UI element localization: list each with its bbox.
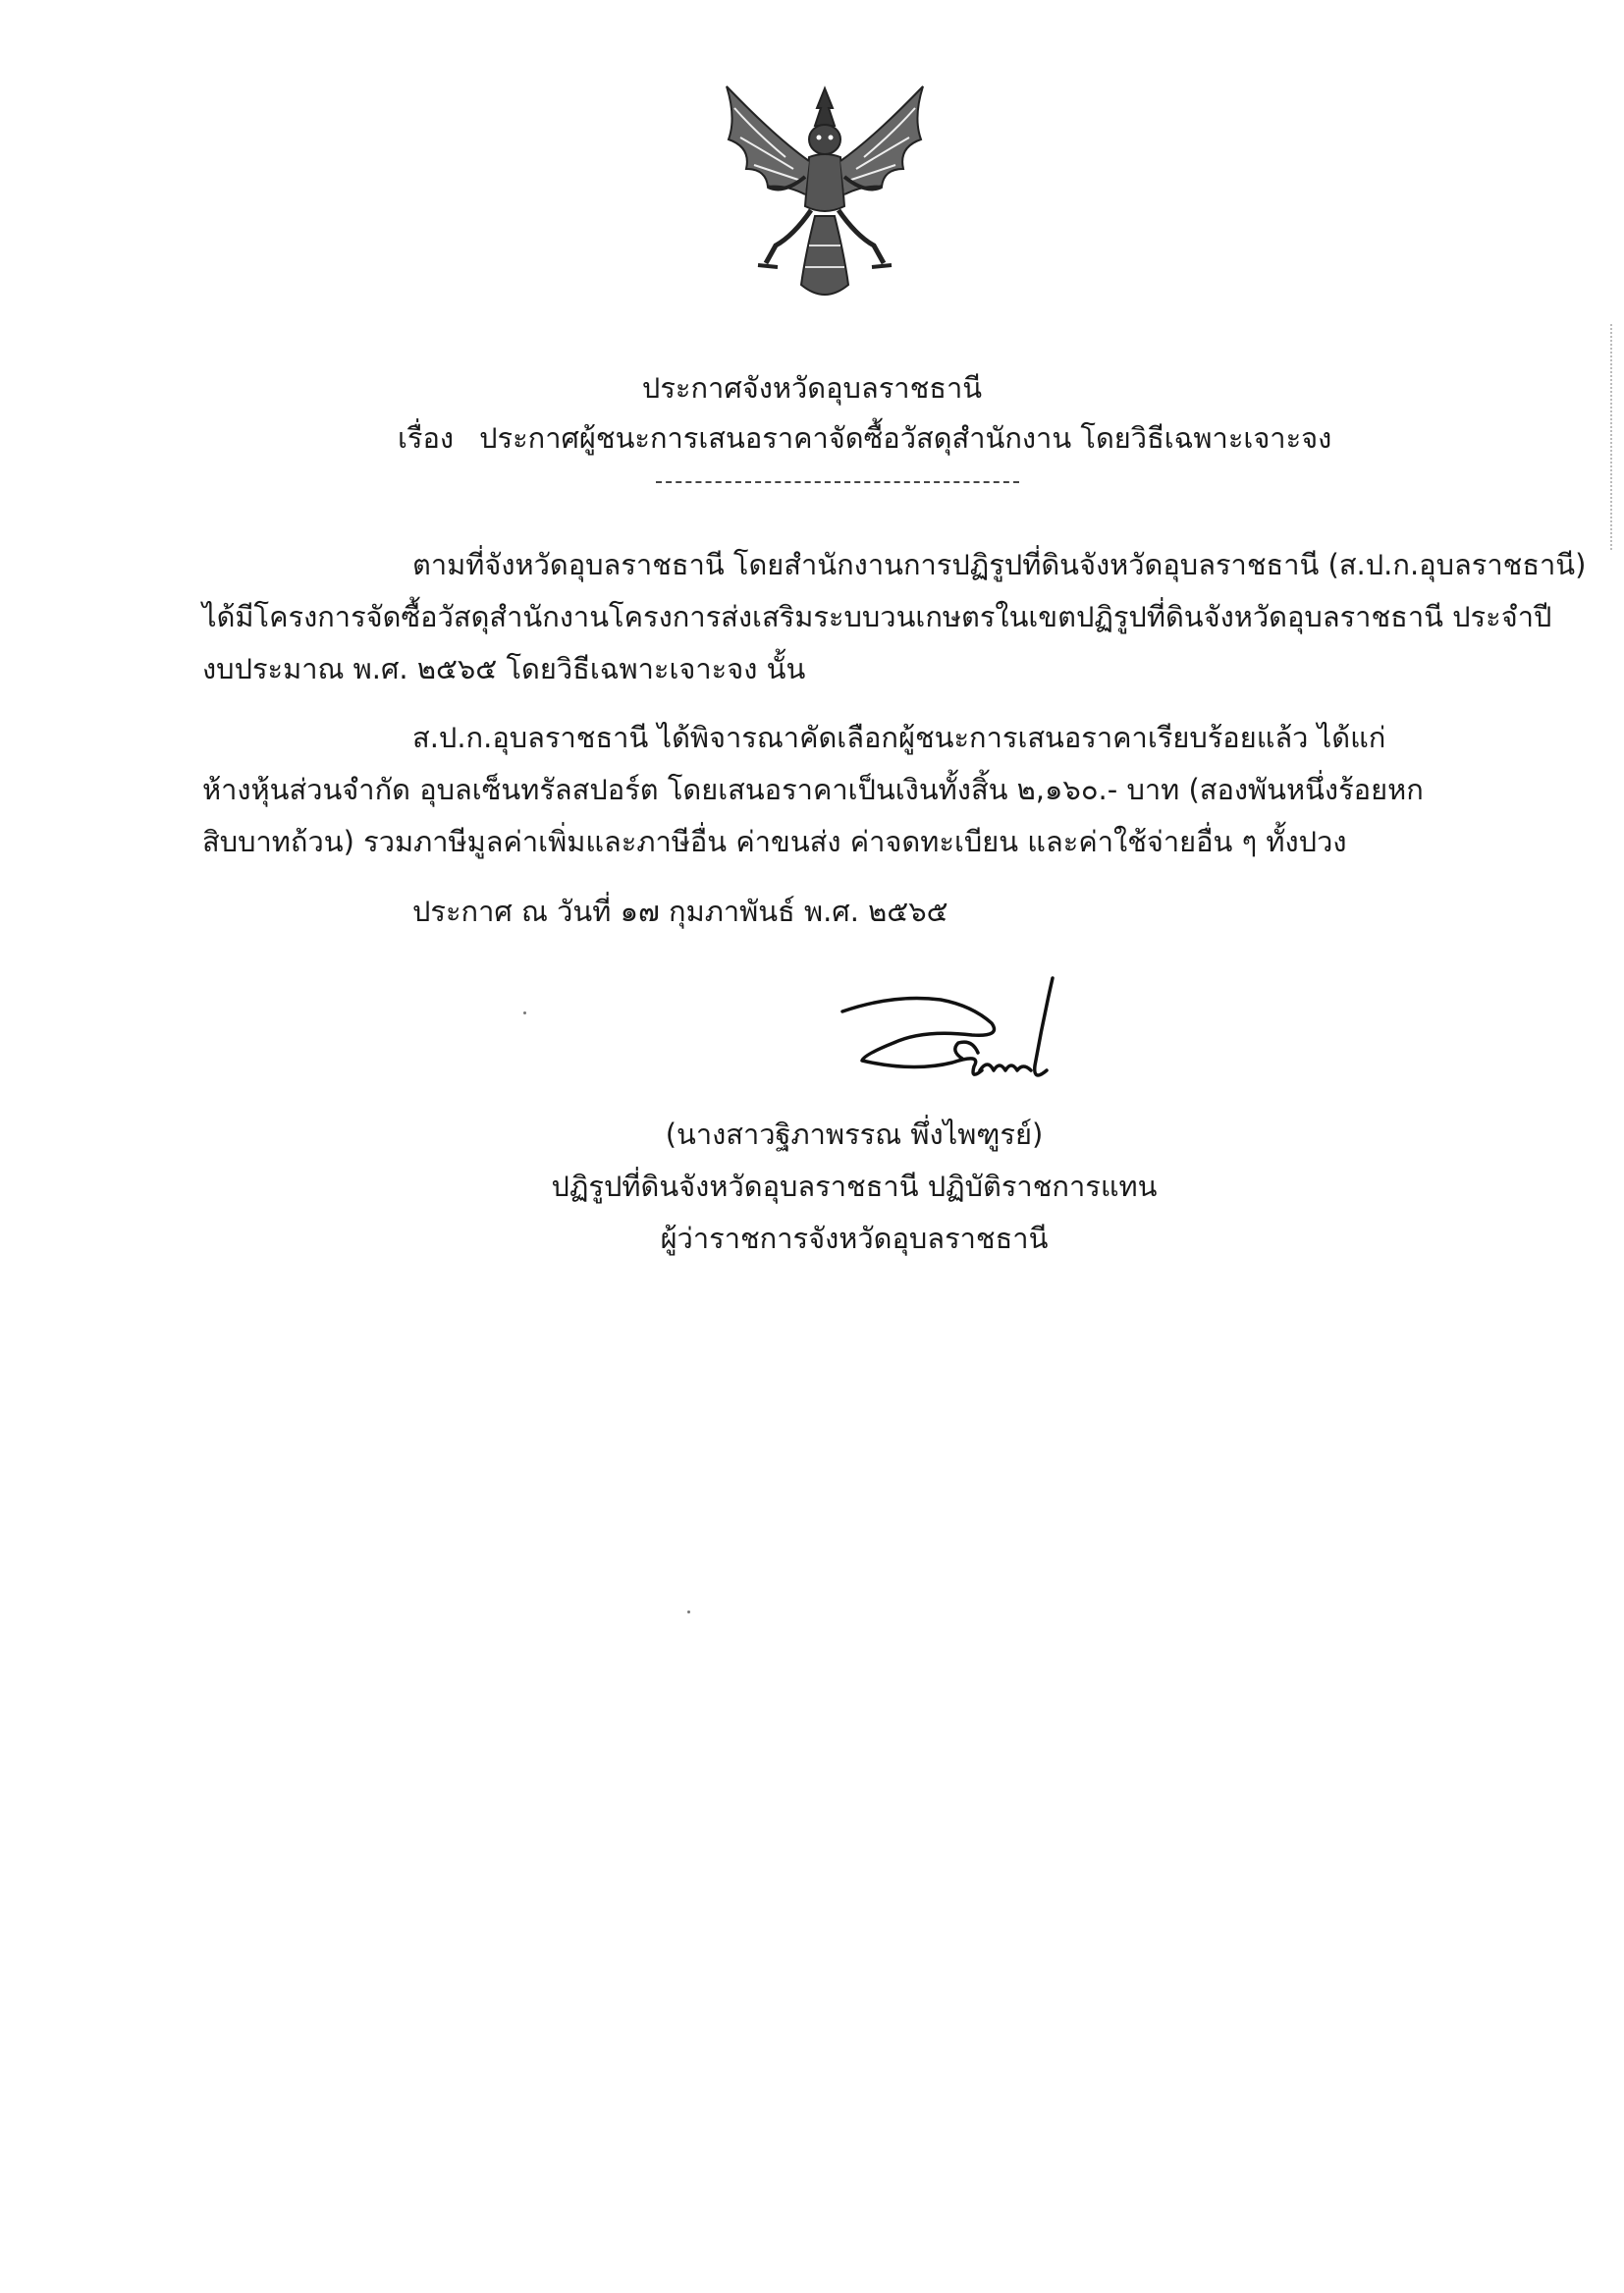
para2-line1: ส.ป.ก.อุบลราชธานี ได้พิจารณาคัดเลือกผู้ชนะการเสนอราคาเรียบร้อยแล้ว ได้แก่ [412,721,1386,754]
handwritten-signature [825,972,1070,1105]
signatory-title: ผู้ว่าราชการจังหวัดอุบลราชธานี [660,1222,1049,1255]
signatory-name: (นางสาวฐิภาพรรณ พึ่งไพฑูรย์) [665,1118,1044,1151]
para2-line3: สิบบาทถ้วน) รวมภาษีมูลค่าเพิ่มและภาษีอื่น ค่าขนส่ง ค่าจดทะเบียน และค่าใช้จ่ายอื่น ๆ ทั้งปวง [202,825,1347,858]
title-divider [656,481,1019,483]
garuda-emblem [707,79,943,309]
announcement-subject [398,415,1331,461]
signatory-position: ปฏิรูปที่ดินจังหวัดอุบลราชธานี ปฏิบัติราชการแทน [551,1170,1158,1203]
scan-edge-mark [1610,324,1614,550]
announcement-date: ประกาศ ณ วันที่ ๑๗ กุมภาพันธ์ พ.ศ. ๒๕๖๕ [412,895,948,928]
subject-text: ประกาศผู้ชนะการเสนอราคาจัดซื้อวัสดุสำนักงาน โดยวิธีเฉพาะเจาะจง [479,421,1332,455]
para1-line3: งบประมาณ พ.ศ. ๒๕๖๕ โดยวิธีเฉพาะเจาะจง นั้น [202,652,806,685]
subject-label: เรื่อง [398,421,455,455]
scan-speck [523,1011,526,1014]
para1-line1: ตามที่จังหวัดอุบลราชธานี โดยสำนักงานการปฏิรูปที่ดินจังหวัดอุบลราชธานี (ส.ป.ก.อุบลราชธานี) [412,548,1587,581]
announcement-title: ประกาศจังหวัดอุบลราชธานี [641,371,983,405]
para2-line2: ห้างหุ้นส่วนจำกัด อุบลเซ็นทรัลสปอร์ต โดยเสนอราคาเป็นเงินทั้งสิ้น ๒,๑๖๐.- บาท (สองพันหนึ่งร้อยหก [202,773,1424,806]
scan-speck [687,1611,690,1613]
para1-line2: ได้มีโครงการจัดซื้อวัสดุสำนักงานโครงการส่งเสริมระบบวนเกษตรในเขตปฏิรูปที่ดินจังหวัดอุบลราชธานี ประจำปี [202,600,1552,633]
